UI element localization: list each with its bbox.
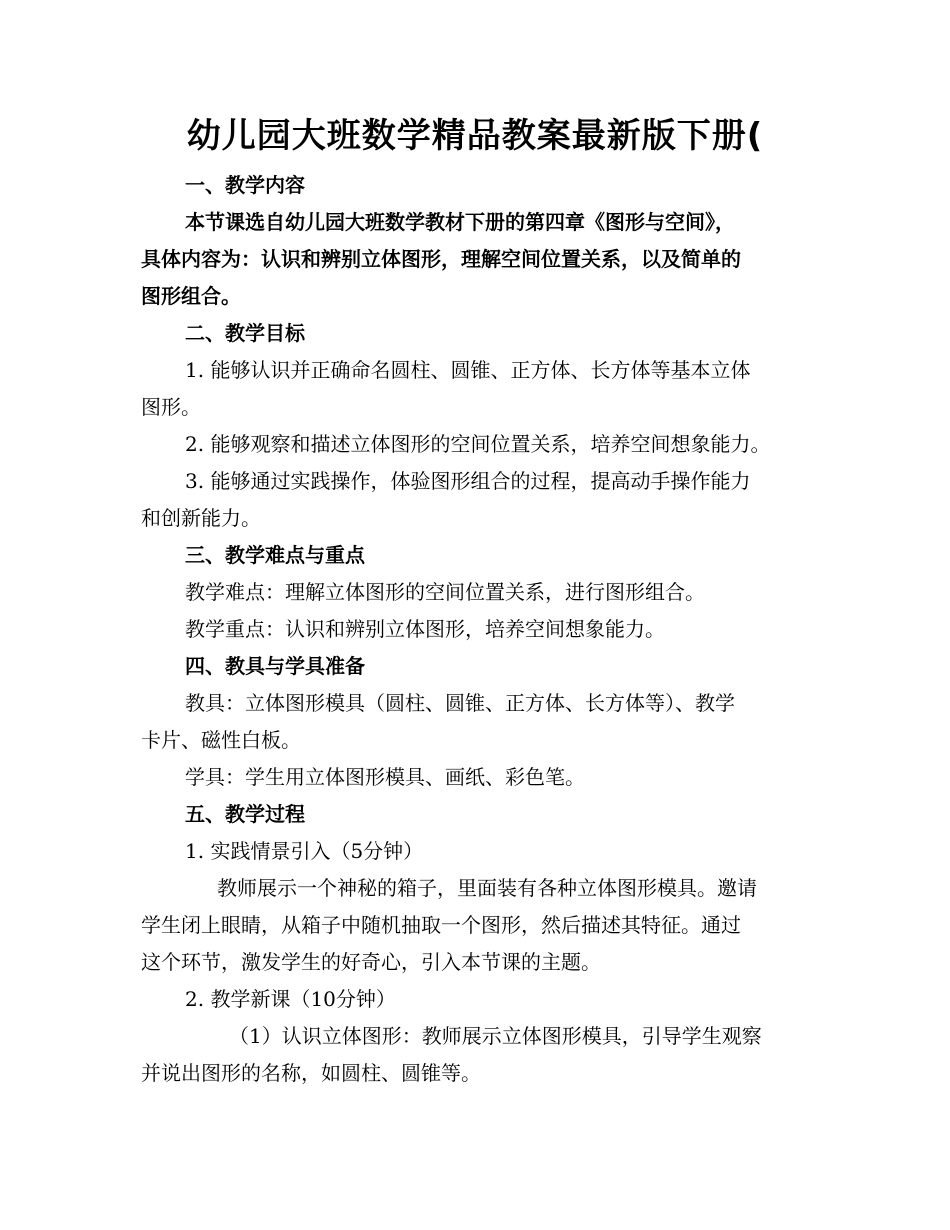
student-materials-line: 学具：学生用立体图形模具、画纸、彩色笔。 bbox=[185, 765, 585, 789]
goal-item-line: 图形。 bbox=[141, 395, 201, 419]
focus-line: 教学重点：认识和辨别立体图形，培养空间想象能力。 bbox=[185, 617, 665, 641]
section-heading-materials: 四、教具与学具准备 bbox=[185, 654, 365, 678]
content-paragraph-line: 具体内容为：认识和辨别立体图形，理解空间位置关系，以及简单的 bbox=[141, 247, 741, 271]
process-step-title: 2. 教学新课（10分钟） bbox=[185, 987, 396, 1011]
teacher-materials-line: 教具：立体图形模具（圆柱、圆锥、正方体、长方体等）、教学 bbox=[185, 691, 735, 715]
teacher-materials-line: 卡片、磁性白板。 bbox=[141, 728, 301, 752]
process-step-title: 1. 实践情景引入（5分钟） bbox=[185, 839, 424, 863]
goal-item-line: 2. 能够观察和描述立体图形的空间位置关系，培养空间想象能力。 bbox=[185, 432, 771, 456]
goal-item-line: 3. 能够通过实践操作，体验图形组合的过程，提高动手操作能力 bbox=[185, 469, 751, 493]
process-step-line: （1）认识立体图形：教师展示立体图形模具，引导学生观察 bbox=[229, 1024, 762, 1048]
section-heading-key-points: 三、教学难点与重点 bbox=[185, 543, 365, 567]
process-step-line: 教师展示一个神秘的箱子，里面装有各种立体图形模具。邀请 bbox=[217, 876, 757, 900]
document-title: 幼儿园大班数学精品教案最新版下册( bbox=[186, 116, 764, 156]
process-step-line: 并说出图形的名称，如圆柱、圆锥等。 bbox=[141, 1061, 481, 1085]
process-step-line: 学生闭上眼睛，从箱子中随机抽取一个图形，然后描述其特征。通过 bbox=[141, 913, 741, 937]
section-heading-content: 一、教学内容 bbox=[185, 173, 305, 197]
goal-item-line: 1. 能够认识并正确命名圆柱、圆锥、正方体、长方体等基本立体 bbox=[185, 358, 751, 382]
difficulty-line: 教学难点：理解立体图形的空间位置关系，进行图形组合。 bbox=[185, 580, 705, 604]
section-heading-goals: 二、教学目标 bbox=[185, 321, 305, 345]
goal-item-line: 和创新能力。 bbox=[141, 506, 261, 530]
section-heading-process: 五、教学过程 bbox=[185, 802, 305, 826]
process-step-line: 这个环节，激发学生的好奇心，引入本节课的主题。 bbox=[141, 950, 601, 974]
content-paragraph-line: 本节课选自幼儿园大班数学教材下册的第四章《图形与空间》， bbox=[185, 210, 735, 234]
content-paragraph-line: 图形组合。 bbox=[141, 284, 241, 308]
